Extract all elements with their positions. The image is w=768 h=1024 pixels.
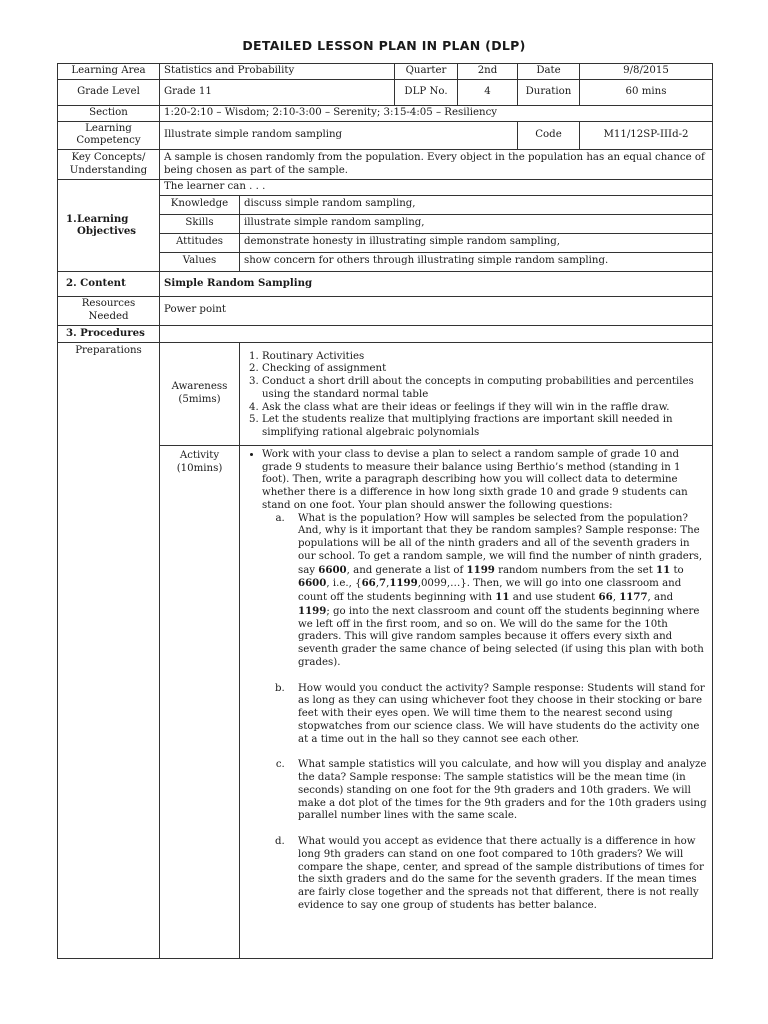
objective-values-label: Values (160, 252, 240, 271)
activity-questions (262, 513, 708, 913)
objective-skills-label: Skills (160, 214, 240, 233)
resources-label: Resources Needed (58, 296, 160, 325)
duration-value: 60 mins (580, 79, 713, 105)
code-label: Code (518, 121, 580, 150)
content-row (58, 271, 713, 296)
objectives-number: 1. (66, 212, 77, 225)
awareness-cell (240, 342, 713, 445)
objective-attitudes-text: demonstrate honesty in illustrating simple random sampling, (240, 233, 713, 252)
awareness-label: Awareness (5mims) (160, 342, 240, 445)
learning-area-label: Learning Area (58, 64, 160, 80)
awareness-list (244, 351, 708, 440)
procedures-label: 3. Procedures (58, 325, 160, 342)
lesson-plan-table (57, 63, 713, 959)
header-row-2 (58, 79, 713, 105)
quarter-label: Quarter (395, 64, 458, 80)
section-value: 1:20-2:10 – Wisdom; 2:10-3:00 – Serenity; 3:15-4:05 – Resiliency (160, 105, 713, 121)
activity-intro: Work with your class to devise a plan to select a random sample of grade 10 and grade 9 students to measure their balance using Berthio’s method (standing in 1 foot). Then, write a paragraph describing how you will collect data to determine whether there is a difference in how long sixth grade 10 and grade 9 students can stand on one foot. Your plan should answer the following questions: (262, 448, 688, 511)
competency-label: Learning Competency (58, 121, 160, 150)
objectives-intro-row (58, 180, 713, 196)
dlp-no-value: 4 (458, 79, 518, 105)
key-concepts-label: Key Concepts/ Understanding (58, 150, 160, 180)
procedures-row (58, 325, 713, 342)
activity-label: Activity (10mins) (160, 445, 240, 958)
objective-skills-text: illustrate simple random sampling, (240, 214, 713, 233)
question-d: d. What would you accept as evidence that there actually is a difference in how long 9th graders can stand on one foot compared to 10th graders? We will compare the shape, center, and spread of the sample distributions of times for the sixth graders and do the same for the seventh graders. If the mean times are fairly close together and the spreads not that different, there is not really evidence to say one group of students has better balance. (288, 836, 708, 913)
objective-values-text: show concern for others through illustrating simple random sampling. (240, 252, 713, 271)
content-value: Simple Random Sampling (160, 271, 713, 296)
question-c: c. What sample statistics will you calculate, and how will you display and analyze the data? Sample response: The sample statistics will be the mean time (in seconds) standing on one foot for the 9th graders and 10th graders. We will make a dot plot of the times for the 9th graders and for the 10th graders using parallel number lines with the same scale. (288, 759, 708, 823)
grade-level-value: Grade 11 (160, 79, 395, 105)
code-value: M11/12SP-IIId-2 (580, 121, 713, 150)
key-concepts-value: A sample is chosen randomly from the population. Every object in the population has an equal chance of being chosen as part of the sample. (160, 150, 713, 180)
competency-row (58, 121, 713, 150)
competency-value: Illustrate simple random sampling (160, 121, 518, 150)
date-label: Date (518, 64, 580, 80)
list-item: 5. Let the students realize that multiplying fractions are important skill needed in simplifying rational algebraic polynomials (262, 414, 708, 440)
dlp-no-label: DLP No. (395, 79, 458, 105)
section-label: Section (58, 105, 160, 121)
grade-level-label: Grade Level (58, 79, 160, 105)
learning-area-value: Statistics and Probability (160, 64, 395, 80)
objectives-label-cell (58, 180, 160, 272)
list-item: 3. Conduct a short drill about the concepts in computing probabilities and percentiles using the standard normal table (262, 376, 708, 402)
section-row (58, 105, 713, 121)
resources-value: Power point (160, 296, 713, 325)
date-value: 9/8/2015 (580, 64, 713, 80)
list-item: 1. Routinary Activities (262, 351, 708, 364)
objective-knowledge-label: Knowledge (160, 195, 240, 214)
objective-knowledge-text: discuss simple random sampling, (240, 195, 713, 214)
key-concepts-row (58, 150, 713, 180)
quarter-value: 2nd (458, 64, 518, 80)
objective-attitudes-label: Attitudes (160, 233, 240, 252)
activity-cell (240, 445, 713, 958)
awareness-row (58, 342, 713, 445)
question-b: b. How would you conduct the activity? Sample response: Students will stand for as long as they can using whichever foot they choose in their stocking or bare feet with their eyes open. We will time them to the nearest second using stopwatches from our science class. We will have students do the activity one at a time out in the hall so they cannot see each other. (288, 683, 708, 747)
objectives-label: Learning Objectives (76, 212, 137, 238)
activity-list (244, 449, 708, 913)
resources-row (58, 296, 713, 325)
header-row-1 (58, 64, 713, 80)
objectives-intro: The learner can . . . (160, 180, 713, 196)
list-item: 4. Ask the class what are their ideas or feelings if they will win in the raffle draw. (262, 402, 708, 415)
list-item: 2. Checking of assignment (262, 363, 708, 376)
content-label: 2. Content (58, 271, 160, 296)
document-title: DETAILED LESSON PLAN IN PLAN (DLP) (242, 38, 526, 53)
preparations-label: Preparations (58, 342, 160, 958)
duration-label: Duration (518, 79, 580, 105)
question-a: a. What is the population? How will samples be selected from the population? And, why is it important that they be random samples? Sample response: The populations will be all of the ninth graders and all of the seventh graders in our school. To get a random sample, we will find the number of ninth graders, say 6600, and generate a list of 1199 random numbers from the set 11 to 6600, i.e., {66,7,1199,0099,…}. Then, we will go into one classroom and count off the students beginning with 11 and use student 66, 1177, and 1199; go into the next classroom and count off the students beginning where we left off in the first room, and so on. We will do the same for the 10th graders. This will give random samples because it offers every sixth and seventh grader the same chance of being selected (if using this plan with both grades). (288, 513, 708, 670)
